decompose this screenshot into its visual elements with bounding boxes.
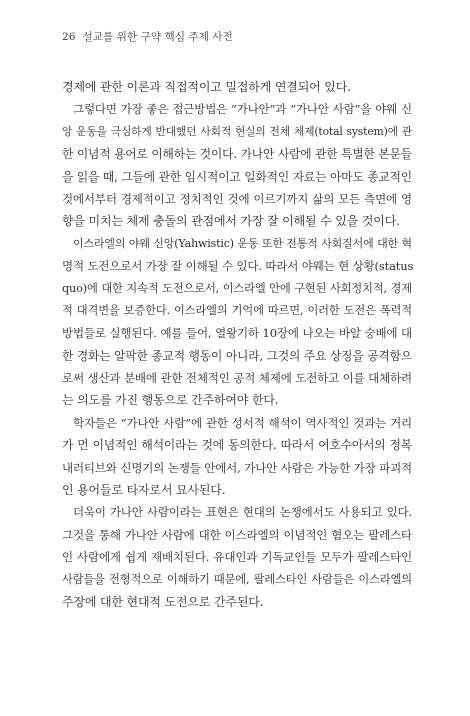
text-line: 명적 도전으로서 가장 잘 이해될 수 있다. 따라서 야웨는 현 상황(status — [62, 259, 414, 274]
text-line: 학자들은 “가나안 사람”에 관한 성서적 해석이 역사적인 것과는 거리 — [73, 415, 412, 430]
body-text — [62, 76, 412, 613]
text-line: 더욱이 가나안 사람이라는 표현은 현대의 논쟁에서도 사용되고 있다. — [73, 505, 412, 520]
running-head-title: 설교를 위한 구약 핵심 주제 사전 — [82, 31, 233, 43]
text-line: 방법들로 실행된다. 예를 들어, 열왕기하 10장에 나오는 바알 숭배에 대 — [62, 326, 412, 341]
text-line: 는 의도를 가진 행동으로 간주하여야 한다. — [62, 393, 279, 408]
text-line: 인 용어들로 타자로서 묘사된다. — [62, 483, 226, 498]
text-line: 이스라엘의 야웨 신앙(Yahwistic) 운동 또한 전통적 사회질서에 대한 혁 — [73, 236, 412, 250]
text-line: 한 경화는 알팍한 종교적 행동이 아니라, 그것의 주요 상징을 공격함으 — [62, 348, 412, 363]
text-line: 앙 운동을 극심하게 반대했던 사회적 현실의 전체 체제(total system)에 관 — [62, 124, 412, 138]
text-line: 한 이념적 용어로 이해하는 것이다. 가나안 사람에 관한 특별한 본문들 — [62, 147, 412, 162]
text-line: 가 먼 이념적인 해석이라는 것에 동의한다. 따라서 여호수아서의 정복 — [62, 438, 412, 453]
running-head — [62, 29, 233, 44]
text-line: 경제에 관한 이론과 직접적이고 밀접하게 연결되어 있다. — [62, 80, 351, 94]
text-line: 로써 생산과 분배에 관한 전체적인 공적 체제에 도전하고 이를 대체하려 — [62, 371, 412, 386]
text-line: quo)에 대한 지속적 도전으로서, 이스라엘 안에 구현된 사회정치적, 경제 — [62, 281, 412, 295]
text-line: 적 대격변을 보증한다. 이스라엘의 기억에 따르면, 이러한 도전은 폭력적 — [62, 303, 412, 317]
text-line: 그렇다면 가장 좋은 접근방법은 “가나안”과 “가나안 사람”을 야웨 신 — [73, 102, 412, 117]
page-number: 26 — [62, 31, 76, 43]
text-line: 향을 미치는 체제 충돌의 관점에서 가장 잘 이해될 수 있을 것이다. — [62, 214, 400, 229]
text-line: 내러티브와 신명기의 논쟁들 안에서, 가나안 사람은 가능한 가장 파괴적 — [62, 460, 412, 475]
text-line: 것에서부터 경제적이고 정치적인 것에 이르기까지 삶의 모든 측면에 영 — [62, 191, 412, 206]
text-line: 인 사람에게 쉽게 재배치된다. 유대인과 기독교인들 모두가 팔레스타인 — [62, 550, 412, 565]
text-line: 주장에 대한 현대적 도전으로 간주된다. — [62, 594, 264, 609]
text-line: 그것을 통해 가나안 사람에 대한 이스라엘의 이념적인 혐오는 팔레스타 — [62, 527, 412, 542]
text-line: 을 읽을 때, 그들에 관한 임시적이고 일화적인 자료는 아마도 종교적인 — [62, 169, 412, 184]
text-line: 사람들을 전형적으로 이해하기 때문에, 팔레스타인 사람들은 이스라엘의 — [62, 572, 412, 586]
